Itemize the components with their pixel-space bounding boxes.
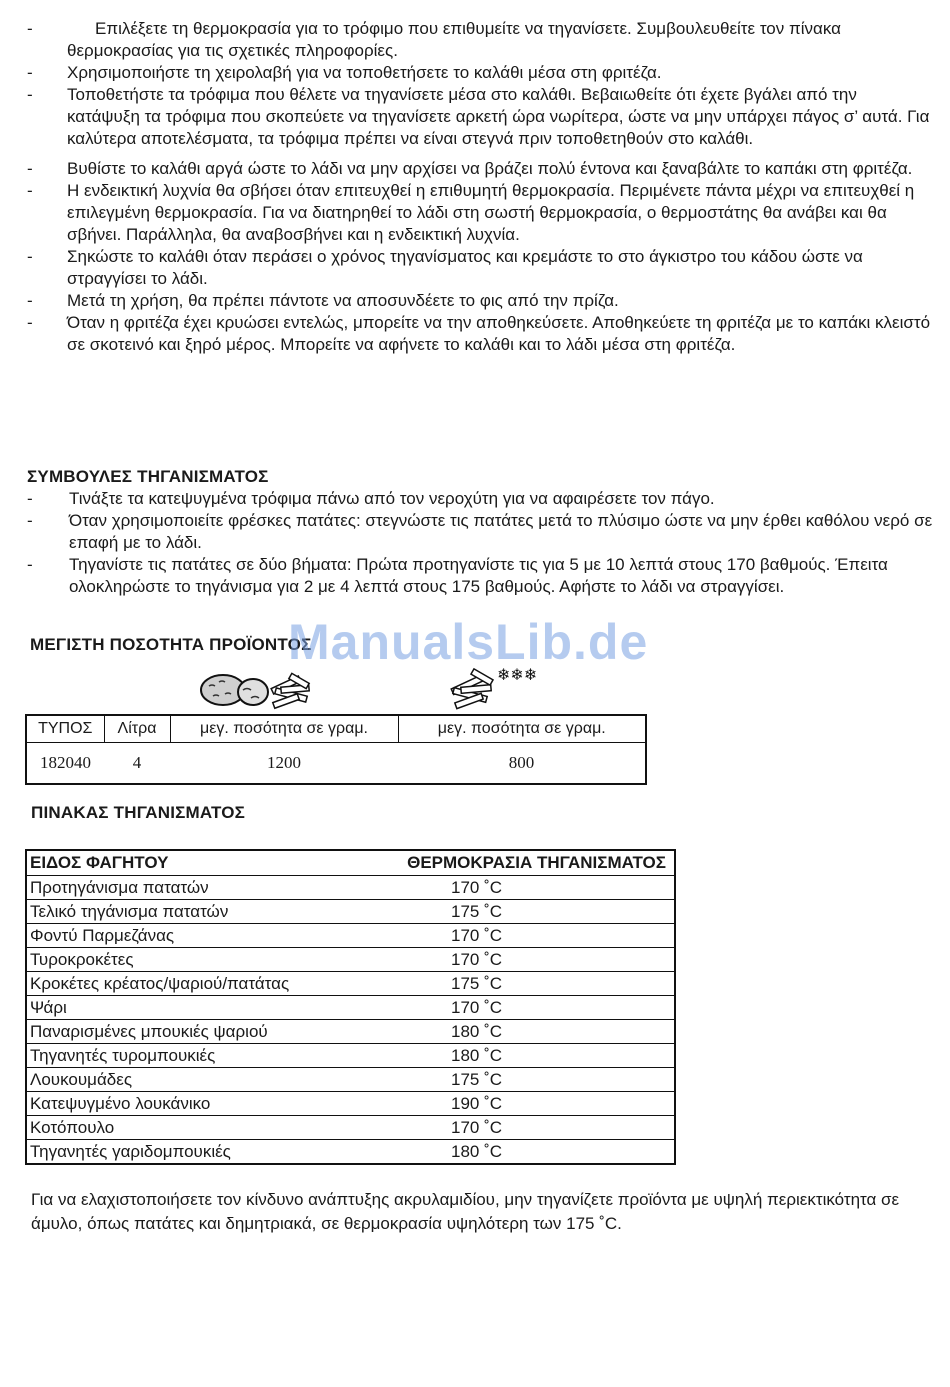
list-item [0, 62, 940, 84]
dash-marker: - [27, 291, 33, 310]
food-icons-row [195, 660, 575, 712]
table-row [26, 924, 675, 948]
temperature-cell: 170 ˚C [356, 1116, 675, 1140]
table-row [26, 948, 675, 972]
temperature-cell: 180 ˚C [451, 1141, 503, 1161]
table-row [26, 972, 675, 996]
tips-list [0, 488, 942, 598]
food-name-cell: Κροκέτες κρέατος/ψαριού/πατάτας [26, 972, 356, 996]
tip-text: Τηγανίστε τις πατάτες σε δύο βήματα: Πρώτα προτηγανίστε τις για 5 με 10 λεπτά στους 170 βαθμούς. Έπειτα ολοκληρώστε το τηγάνισμα για 2 με 4 λεπτά στους 175 βαθμούς. Αφήστε το λάδι να στραγγίσει. [69, 555, 888, 596]
table-row [26, 743, 646, 785]
list-item [0, 246, 940, 290]
dash-marker: - [27, 159, 33, 178]
temperature-cell: 180 ˚C [356, 1020, 675, 1044]
svg-text:❄❄❄: ❄❄❄ [497, 665, 538, 684]
list-item [0, 18, 940, 62]
temperature-cell: 175 ˚C [356, 1068, 675, 1092]
food-name-cell: Τηγανητές τυρομπουκιές [26, 1044, 356, 1068]
column-header-food: ΕΙΔΟΣ ΦΑΓΗΤΟΥ [26, 850, 356, 876]
dash-marker: - [27, 181, 33, 200]
dash-marker: - [27, 63, 33, 82]
tips-heading: ΣΥΜΒΟΥΛΕΣ ΤΗΓΑΝΙΣΜΑΤΟΣ [27, 467, 269, 486]
column-header-temperature: ΘΕΡΜΟΚΡΑΣΙΑ ΤΗΓΑΝΙΣΜΑΤΟΣ [356, 850, 675, 876]
temperature-cell: 175 ˚C [356, 972, 675, 996]
table-row [26, 1140, 675, 1165]
dash-marker: - [27, 555, 33, 574]
food-name-cell: Τηγανητές γαριδομπουκιές [30, 1141, 231, 1161]
acrylamide-note: Για να ελαχιστοποιήσετε τον κίνδυνο ανάπτυξης ακρυλαμιδίου, μην τηγανίζετε προϊόντα με υψηλή περιεκτικότητα σε άμυλο, όπως πατάτες και δημητριακά, σε θερμοκρασία υψηλότερη των 175 ˚C. [31, 1190, 900, 1233]
food-name-cell: Κοτόπουλο [26, 1116, 356, 1140]
table-row [26, 1044, 675, 1068]
food-name-cell: Φοντύ Παρμεζάνας [26, 924, 356, 948]
list-item [0, 84, 940, 150]
cell-max-fresh: 1200 [267, 753, 301, 772]
table-row [26, 876, 675, 900]
tip-text: Όταν χρησιμοποιείτε φρέσκες πατάτες: στεγνώστε τις πατάτες μετά το πλύσιμο ώστε να μην έρθει καθόλου νερό σε επαφή με το λάδι. [69, 511, 933, 552]
max-quantity-table [25, 714, 647, 785]
dash-marker: - [27, 19, 33, 38]
column-header-type: ΤΥΠΟΣ [26, 715, 104, 743]
table-row [26, 1068, 675, 1092]
list-item [0, 180, 940, 246]
table-row [26, 1020, 675, 1044]
food-name-cell: Κατεψυγμένο λουκάνικο [26, 1092, 356, 1116]
instruction-text: Η ενδεικτική λυχνία θα σβήσει όταν επιτευχθεί η επιθυμητή θερμοκρασία. Περιμένετε πάντα μέχρι να επιτευχθεί η επιλεγμένη θερμοκρασία. Για να διατηρηθεί το λάδι στη σωστή θερμοκρασία, ο θερμοστάτης θα ανάβει και θα σβήνει. Παράλληλα, θα αναβοσβήνει και η ενδεικτική λυχνία. [67, 181, 915, 244]
watermark-logo: ManualsLib.de [288, 614, 649, 670]
instruction-text: Χρησιμοποιήστε τη χειρολαβή για να τοποθετήσετε το καλάθι μέσα στη φριτέζα. [67, 63, 662, 82]
list-item [0, 554, 942, 598]
table-row [26, 1092, 675, 1116]
food-name-cell: Παναρισμένες μπουκιές ψαριού [26, 1020, 356, 1044]
temperature-cell: 170 ˚C [356, 876, 675, 900]
column-header-max-frozen: μεγ. ποσότητα σε γραμ. [398, 715, 646, 743]
list-item [0, 290, 940, 312]
table-row [26, 900, 675, 924]
dash-marker: - [27, 313, 33, 332]
column-header-liters: Λίτρα [104, 715, 170, 743]
table-header-row [26, 850, 675, 876]
list-item [0, 158, 940, 180]
temperature-cell: 190 ˚C [356, 1092, 675, 1116]
max-quantity-heading: ΜΕΓΙΣΤΗ ΠΟΣΟΤΗΤΑ ΠΡΟΪΟΝΤΟΣ [30, 635, 312, 654]
frozen-food-icon [445, 660, 575, 712]
dash-marker: - [27, 511, 33, 530]
list-item [0, 312, 940, 356]
fresh-food-icon [195, 660, 335, 712]
frying-table-heading: ΠΙΝΑΚΑΣ ΤΗΓΑΝΙΣΜΑΤΟΣ [31, 803, 246, 822]
temperature-cell: 170 ˚C [356, 996, 675, 1020]
food-name-cell: Ψάρι [26, 996, 356, 1020]
temperature-cell: 170 ˚C [356, 924, 675, 948]
table-row [26, 1116, 675, 1140]
temperature-cell: 180 ˚C [356, 1044, 675, 1068]
cell-type: 182040 [40, 753, 91, 772]
list-item [0, 488, 942, 510]
instruction-list [0, 18, 940, 356]
table-header-row [26, 715, 646, 743]
instruction-text: Σηκώστε το καλάθι όταν περάσει ο χρόνος τηγανίσματος και κρεμάστε το στο άγκιστρο του κάδου ώστε να στραγγίσει το λάδι. [67, 247, 863, 288]
dash-marker: - [27, 247, 33, 266]
instruction-text: Βυθίστε το καλάθι αργά ώστε το λάδι να μην αρχίσει να βράζει πολύ έντονα και ξαναβάλτε το καπάκι στη φριτέζα. [67, 159, 913, 178]
instruction-text: Τοποθετήστε τα τρόφιμα που θέλετε να τηγανίσετε μέσα στο καλάθι. Βεβαιωθείτε ότι έχετε βγάλει από την κατάψυξη τα τρόφιμα που σκοπεύετε να τηγανίσετε αρκετή ώρα νωρίτερα, ώστε να μην υπάρχει πάγος σ’ αυτά. Για καλύτερα αποτελέσματα, τα τρόφιμα πρέπει να είναι στεγνά πριν τοποθετηθούν στο καλάθι. [67, 85, 930, 148]
dash-marker: - [27, 85, 33, 104]
food-name-cell: Προτηγάνισμα πατατών [26, 876, 356, 900]
food-name-cell: Λουκουμάδες [26, 1068, 356, 1092]
cell-liters: 4 [132, 753, 142, 772]
table-row [26, 996, 675, 1020]
cell-max-frozen: 800 [508, 753, 535, 772]
tip-text: Τινάξτε τα κατεψυγμένα τρόφιμα πάνω από τον νεροχύτη για να αφαιρέσετε τον πάγο. [69, 489, 715, 508]
instruction-text: Όταν η φριτέζα έχει κρυώσει εντελώς, μπορείτε να την αποθηκεύσετε. Αποθηκεύετε τη φριτέζα με το καπάκι κλειστό σε σκοτεινό και ξηρό μέρος. Μπορείτε να αφήνετε το καλάθι και το λάδι μέσα στη φριτέζα. [67, 313, 931, 354]
instruction-text: Επιλέξετε τη θερμοκρασία για το τρόφιμο που επιθυμείτε να τηγανίσετε. Συμβουλευθείτε τον πίνακα θερμοκρασίας για τις σχετικές πληροφορίες. [67, 19, 841, 60]
instruction-text: Μετά τη χρήση, θα πρέπει πάντοτε να αποσυνδέετε το φις από την πρίζα. [67, 291, 619, 310]
temperature-cell: 175 ˚C [356, 900, 675, 924]
column-header-max-fresh: μεγ. ποσότητα σε γραμ. [170, 715, 398, 743]
dash-marker: - [27, 489, 33, 508]
food-name-cell: Τυροκροκέτες [26, 948, 356, 972]
food-name-cell: Τελικό τηγάνισμα πατατών [26, 900, 356, 924]
frying-table [25, 849, 676, 1165]
temperature-cell: 170 ˚C [356, 948, 675, 972]
list-item [0, 510, 942, 554]
